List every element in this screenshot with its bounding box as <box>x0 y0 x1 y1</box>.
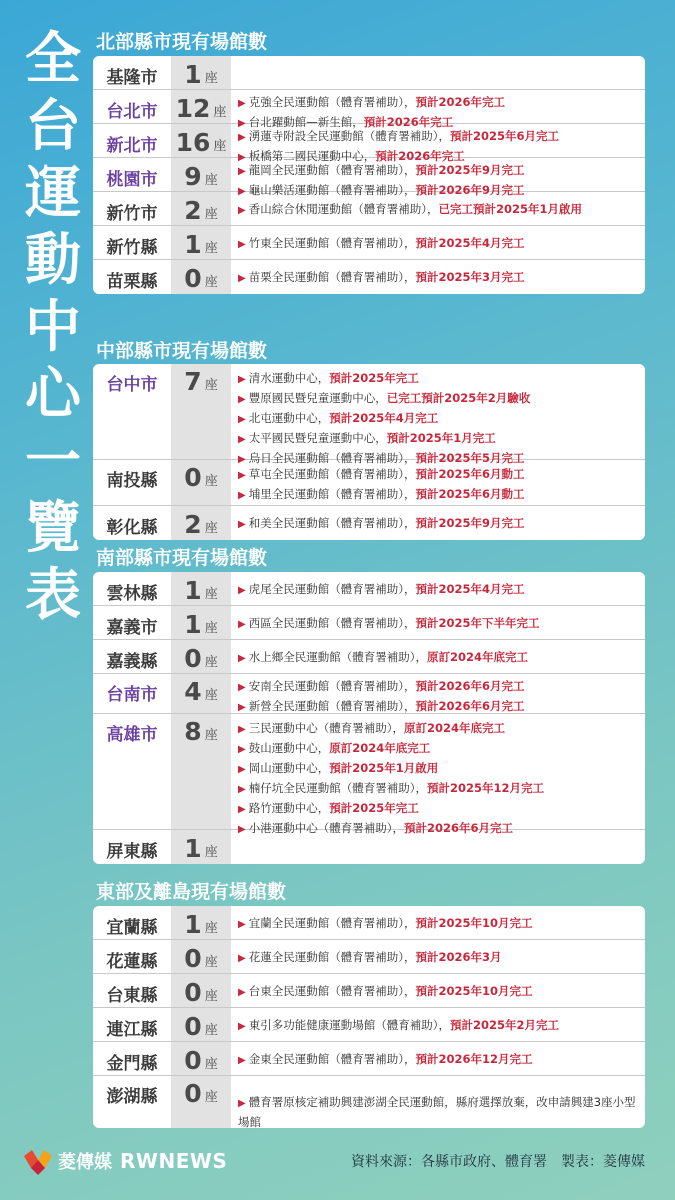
table-row <box>93 124 645 163</box>
count-number: 7 <box>184 367 202 396</box>
venue-count <box>171 364 231 459</box>
triangle-bullet-icon: ▶ <box>238 186 246 197</box>
count-number: 1 <box>184 230 202 259</box>
venue-count <box>171 974 231 1007</box>
triangle-bullet-icon: ▶ <box>238 682 246 693</box>
city-name: 澎湖縣 <box>106 1087 158 1107</box>
venue-status: 預計2025年1月啟用 <box>329 761 439 775</box>
rw-logo-icon <box>22 1146 54 1176</box>
count-number: 9 <box>184 162 202 191</box>
venue-status: 預計2025年4月完工 <box>415 236 525 250</box>
venue-status: 預計2025年3月完工 <box>415 270 525 284</box>
venue-name: 宜蘭全民運動館（體育署補助）， <box>248 916 416 930</box>
venue-name: 香山綜合休閒運動館（體育署補助）， <box>248 202 439 216</box>
venue-name: 苗栗全民運動館（體育署補助）， <box>248 270 416 284</box>
section-heading: 北部縣市現有場館數 <box>96 31 268 53</box>
count-number: 1 <box>184 576 202 605</box>
venue-name: 北屯運動中心， <box>248 411 330 425</box>
venue-count <box>171 260 231 294</box>
table-row <box>93 1076 645 1128</box>
count-unit: 座 <box>204 845 218 860</box>
venue-name: 金東全民運動館（體育署補助）， <box>248 1052 416 1066</box>
venue-count <box>171 906 231 939</box>
triangle-bullet-icon: ▶ <box>238 152 246 163</box>
venue-status: 預計2025年6月完工 <box>449 129 559 143</box>
venue-name: 路竹運動中心， <box>248 801 330 815</box>
city-name: 嘉義縣 <box>106 652 158 672</box>
list-item <box>238 1050 639 1070</box>
title-char: 中 <box>25 295 81 360</box>
table-row <box>93 714 645 835</box>
venue-status: 預計2025年6月動工 <box>415 467 525 481</box>
venue-status: 預計2026年完工 <box>415 95 505 109</box>
count-number: 2 <box>184 196 202 225</box>
section-panel <box>93 906 645 1128</box>
triangle-bullet-icon: ▶ <box>238 1098 246 1109</box>
venue-count <box>171 192 231 225</box>
triangle-bullet-icon: ▶ <box>238 724 246 735</box>
triangle-bullet-icon: ▶ <box>238 702 246 713</box>
section-heading: 東部及離島現有場館數 <box>96 881 287 903</box>
venue-name: 岡山運動中心， <box>248 761 330 775</box>
venue-list <box>231 940 645 973</box>
list-item <box>238 485 639 505</box>
city-name: 嘉義市 <box>106 618 158 638</box>
count-number: 12 <box>175 94 211 123</box>
triangle-bullet-icon: ▶ <box>238 953 246 964</box>
venue-name: 楠仔坑全民運動館（體育署補助）， <box>248 781 427 795</box>
count-number: 1 <box>184 60 202 89</box>
title-char: 覽 <box>25 496 81 561</box>
table-row <box>93 260 645 294</box>
section-heading: 中部縣市現有場館數 <box>96 340 268 362</box>
count-unit: 座 <box>204 989 218 1004</box>
count-unit: 座 <box>204 955 218 970</box>
count-number: 4 <box>184 677 202 706</box>
count-number: 0 <box>184 264 202 293</box>
count-unit: 座 <box>204 621 218 636</box>
count-unit: 座 <box>204 921 218 936</box>
table-row <box>93 56 645 90</box>
venue-status: 預計2025年9月完工 <box>415 163 525 177</box>
venue-list <box>231 572 645 605</box>
venue-status: 預計2025年下半年完工 <box>415 616 540 630</box>
venue-status: 原訂2024年底完工 <box>329 741 431 755</box>
venue-list <box>231 1042 645 1075</box>
venue-count <box>171 572 231 605</box>
venue-list <box>231 226 645 259</box>
venue-name: 烏日全民運動館（體育署補助）， <box>248 451 416 465</box>
count-unit: 座 <box>204 378 218 393</box>
list-item <box>238 514 639 534</box>
venue-name: 三民運動中心（體育署補助）， <box>248 721 404 735</box>
venue-status: 預計2026年6月完工 <box>415 699 525 713</box>
page-title <box>22 26 84 629</box>
list-item <box>238 677 639 697</box>
venue-name: 和美全民運動館（體育署補助）， <box>248 516 416 530</box>
triangle-bullet-icon: ▶ <box>238 394 246 405</box>
count-unit: 座 <box>204 587 218 602</box>
triangle-bullet-icon: ▶ <box>238 118 246 129</box>
venue-count <box>171 56 231 89</box>
venue-name: 龍岡全民運動館（體育署補助）， <box>248 163 416 177</box>
venue-count <box>171 714 231 829</box>
city-name: 宜蘭縣 <box>106 918 158 938</box>
title-char: 運 <box>25 161 81 226</box>
city-name: 新竹縣 <box>106 238 158 258</box>
triangle-bullet-icon: ▶ <box>238 744 246 755</box>
count-number: 1 <box>184 910 202 939</box>
list-item <box>238 409 639 429</box>
list-item <box>238 1016 639 1036</box>
venue-count <box>171 158 231 191</box>
city-name: 台南市 <box>106 685 158 705</box>
triangle-bullet-icon: ▶ <box>238 1055 246 1066</box>
table-row <box>93 460 645 506</box>
triangle-bullet-icon: ▶ <box>238 273 246 284</box>
venue-count <box>171 90 231 123</box>
triangle-bullet-icon: ▶ <box>238 619 246 630</box>
venue-list <box>231 364 645 465</box>
venue-count <box>171 226 231 259</box>
venue-name: 台東全民運動館（體育署補助）， <box>248 984 416 998</box>
triangle-bullet-icon: ▶ <box>238 987 246 998</box>
venue-count <box>171 124 231 157</box>
city-name: 新竹市 <box>106 204 158 224</box>
venue-status: 預計2026年9月完工 <box>415 183 525 197</box>
venue-name: 虎尾全民運動館（體育署補助）， <box>248 582 416 596</box>
venue-status: 預計2025年5月完工 <box>415 451 525 465</box>
venue-name: 湧蓮寺附設全民運動館（體育署補助）， <box>248 129 450 143</box>
venue-list <box>231 124 645 163</box>
triangle-bullet-icon: ▶ <box>238 919 246 930</box>
logo-cn-text: 菱傳媒 <box>58 1152 112 1173</box>
count-unit: 座 <box>213 139 227 154</box>
venue-count <box>171 460 231 505</box>
title-char: 一 <box>25 429 81 494</box>
venue-name: 豐原國民暨兒童運動中心， <box>248 391 387 405</box>
triangle-bullet-icon: ▶ <box>238 490 246 501</box>
triangle-bullet-icon: ▶ <box>238 804 246 815</box>
list-item <box>238 369 639 389</box>
venue-name: 小港運動中心（體育署補助）， <box>248 821 404 835</box>
venue-name: 克強全民運動館（體育署補助）， <box>248 95 416 109</box>
list-item <box>238 614 639 634</box>
count-unit: 座 <box>213 105 227 120</box>
list-item <box>238 234 639 254</box>
table-row <box>93 640 645 674</box>
venue-status: 預計2025年4月完工 <box>329 411 439 425</box>
count-unit: 座 <box>204 728 218 743</box>
venue-name: 板橋第二國民運動中心， <box>248 149 376 163</box>
list-item <box>238 739 639 759</box>
venue-list <box>231 158 645 197</box>
venue-list <box>231 192 645 225</box>
venue-list <box>231 90 645 129</box>
list-item <box>238 429 639 449</box>
city-name: 台北市 <box>106 102 158 122</box>
venue-status: 預計2026年完工 <box>363 115 454 129</box>
city-name: 雲林縣 <box>106 584 158 604</box>
count-number: 16 <box>175 128 211 157</box>
venue-status: 預計2025年完工 <box>329 801 419 815</box>
venue-count <box>171 940 231 973</box>
count-number: 0 <box>184 644 202 673</box>
section-panel <box>93 56 645 294</box>
list-item <box>238 268 639 288</box>
venue-name: 草屯全民運動館（體育署補助）， <box>248 467 416 481</box>
triangle-bullet-icon: ▶ <box>238 98 246 109</box>
venue-name: 體育署原核定補助興建澎湖全民運動館，縣府選擇放棄，改申請興建3座小型場館 <box>238 1095 636 1128</box>
venue-count <box>171 1008 231 1041</box>
count-unit: 座 <box>204 207 218 222</box>
venue-name: 埔里全民運動館（體育署補助）， <box>248 487 416 501</box>
venue-status: 原訂2024年底完工 <box>426 650 528 664</box>
title-char: 動 <box>25 228 81 293</box>
venue-status: 預計2025年6月動工 <box>415 487 525 501</box>
table-row <box>93 606 645 640</box>
city-name: 新北市 <box>106 136 158 156</box>
count-unit: 座 <box>204 1023 218 1038</box>
list-item <box>238 719 639 739</box>
list-item <box>238 779 639 799</box>
triangle-bullet-icon: ▶ <box>238 1021 246 1032</box>
venue-status: 預計2025年10月完工 <box>415 984 533 998</box>
city-name: 桃園市 <box>106 170 158 190</box>
triangle-bullet-icon: ▶ <box>238 434 246 445</box>
triangle-bullet-icon: ▶ <box>238 374 246 385</box>
table-row <box>93 506 645 540</box>
city-name: 苗栗縣 <box>106 272 158 292</box>
city-name: 南投縣 <box>106 471 158 491</box>
venue-status: 預計2026年3月 <box>415 950 502 964</box>
table-row <box>93 674 645 714</box>
triangle-bullet-icon: ▶ <box>238 824 246 835</box>
venue-list <box>231 1076 645 1128</box>
city-name: 高雄市 <box>106 725 158 745</box>
venue-list <box>231 460 645 505</box>
table-row <box>93 906 645 940</box>
venue-status: 已完工預計2025年1月啟用 <box>438 202 582 216</box>
triangle-bullet-icon: ▶ <box>238 764 246 775</box>
venue-count <box>171 830 231 864</box>
list-item <box>238 465 639 485</box>
venue-name: 水上鄉全民運動館（體育署補助）， <box>248 650 427 664</box>
table-row <box>93 572 645 606</box>
list-item <box>238 759 639 779</box>
table-row <box>93 830 645 864</box>
table-row <box>93 192 645 226</box>
venue-list <box>231 906 645 939</box>
footer-logo <box>22 1146 227 1176</box>
venue-count <box>171 606 231 639</box>
table-row <box>93 158 645 197</box>
count-number: 1 <box>184 610 202 639</box>
venue-status: 預計2026年12月完工 <box>415 1052 533 1066</box>
count-number: 8 <box>184 717 202 746</box>
list-item <box>238 982 639 1002</box>
count-number: 2 <box>184 510 202 539</box>
count-unit: 座 <box>204 688 218 703</box>
table-row <box>93 940 645 974</box>
title-char: 表 <box>25 563 81 628</box>
triangle-bullet-icon: ▶ <box>238 653 246 664</box>
triangle-bullet-icon: ▶ <box>238 414 246 425</box>
venue-name: 竹東全民運動館（體育署補助）， <box>248 236 416 250</box>
venue-status: 預計2025年4月完工 <box>415 582 525 596</box>
city-name: 彰化縣 <box>106 518 158 538</box>
venue-list <box>231 56 645 89</box>
city-name: 金門縣 <box>106 1054 158 1074</box>
venue-status: 預計2025年2月完工 <box>449 1018 559 1032</box>
venue-count <box>171 674 231 713</box>
list-item <box>238 93 639 113</box>
venue-status: 預計2026年6月完工 <box>415 679 525 693</box>
table-row <box>93 226 645 260</box>
count-number: 0 <box>184 463 202 492</box>
list-item <box>238 580 639 600</box>
count-unit: 座 <box>204 521 218 536</box>
list-item <box>238 799 639 819</box>
venue-status: 預計2026年6月完工 <box>403 821 513 835</box>
venue-list <box>231 640 645 673</box>
count-unit: 座 <box>204 1057 218 1072</box>
count-number: 0 <box>184 944 202 973</box>
count-number: 0 <box>184 978 202 1007</box>
venue-count <box>171 1042 231 1075</box>
city-name: 連江縣 <box>106 1020 158 1040</box>
venue-status: 預計2025年1月完工 <box>386 431 496 445</box>
venue-name: 太平國民暨兒童運動中心， <box>248 431 387 445</box>
venue-status: 已完工預計2025年2月驗收 <box>386 391 531 405</box>
count-number: 0 <box>184 1079 202 1108</box>
venue-count <box>171 506 231 540</box>
table-row <box>93 90 645 129</box>
venue-status: 預計2026年完工 <box>375 149 465 163</box>
section-heading: 南部縣市現有場館數 <box>96 547 268 569</box>
city-name: 台東縣 <box>106 986 158 1006</box>
list-item <box>238 948 639 968</box>
venue-status: 預計2025年12月完工 <box>426 781 544 795</box>
list-item <box>238 648 639 668</box>
triangle-bullet-icon: ▶ <box>238 585 246 596</box>
list-item <box>238 914 639 934</box>
venue-list <box>231 506 645 540</box>
section-panel <box>93 364 645 540</box>
title-char: 台 <box>25 94 81 159</box>
count-unit: 座 <box>204 655 218 670</box>
source-credit: 資料來源：各縣市政府、體育署 製表：菱傳媒 <box>351 1154 645 1170</box>
list-item <box>238 389 639 409</box>
venue-status: 預計2025年9月完工 <box>415 516 525 530</box>
list-item <box>238 200 639 220</box>
venue-name: 花蓮全民運動館（體育署補助）， <box>248 950 416 964</box>
venue-name: 台北躍動館—新生館， <box>248 115 364 129</box>
venue-list <box>231 1008 645 1041</box>
count-unit: 座 <box>204 474 218 489</box>
section-panel <box>93 572 645 864</box>
count-unit: 座 <box>204 275 218 290</box>
venue-status: 原訂2024年底完工 <box>403 721 505 735</box>
venue-count <box>171 640 231 673</box>
venue-list <box>231 260 645 294</box>
count-number: 0 <box>184 1046 202 1075</box>
table-row <box>93 974 645 1008</box>
venue-list <box>231 606 645 639</box>
venue-name: 東引多功能健康運動場館（體育補助）， <box>248 1018 450 1032</box>
count-unit: 座 <box>204 1090 218 1105</box>
triangle-bullet-icon: ▶ <box>238 470 246 481</box>
city-name: 花蓮縣 <box>106 952 158 972</box>
venue-count <box>171 1076 231 1128</box>
venue-list <box>231 714 645 835</box>
venue-name: 安南全民運動館（體育署補助）， <box>248 679 416 693</box>
venue-name: 龜山樂活運動館（體育署補助）， <box>248 183 416 197</box>
triangle-bullet-icon: ▶ <box>238 132 246 143</box>
title-char: 全 <box>25 27 81 92</box>
venue-name: 西區全民運動館（體育署補助）， <box>248 616 416 630</box>
city-name: 屏東縣 <box>106 842 158 862</box>
venue-name: 鼓山運動中心， <box>248 741 330 755</box>
count-number: 0 <box>184 1012 202 1041</box>
count-unit: 座 <box>204 71 218 86</box>
venue-status: 預計2025年完工 <box>329 371 419 385</box>
list-item <box>238 161 639 181</box>
venue-list <box>231 974 645 1007</box>
city-name: 台中市 <box>106 375 158 395</box>
title-char: 心 <box>25 362 81 427</box>
count-unit: 座 <box>204 173 218 188</box>
table-row <box>93 1042 645 1076</box>
list-item <box>238 127 639 147</box>
venue-name: 清水運動中心， <box>248 371 330 385</box>
table-row <box>93 364 645 465</box>
triangle-bullet-icon: ▶ <box>238 784 246 795</box>
triangle-bullet-icon: ▶ <box>238 205 246 216</box>
venue-list <box>231 674 645 713</box>
triangle-bullet-icon: ▶ <box>238 166 246 177</box>
triangle-bullet-icon: ▶ <box>238 454 246 465</box>
venue-status: 預計2025年10月完工 <box>415 916 533 930</box>
venue-list <box>231 830 645 864</box>
count-number: 1 <box>184 834 202 863</box>
venue-name: 新營全民運動館（體育署補助）， <box>248 699 416 713</box>
count-unit: 座 <box>204 241 218 256</box>
city-name: 基隆市 <box>106 68 158 88</box>
logo-en-text: RWNEWS <box>120 1149 228 1173</box>
table-row <box>93 1008 645 1042</box>
triangle-bullet-icon: ▶ <box>238 239 246 250</box>
triangle-bullet-icon: ▶ <box>238 519 246 530</box>
list-item <box>238 1093 639 1128</box>
